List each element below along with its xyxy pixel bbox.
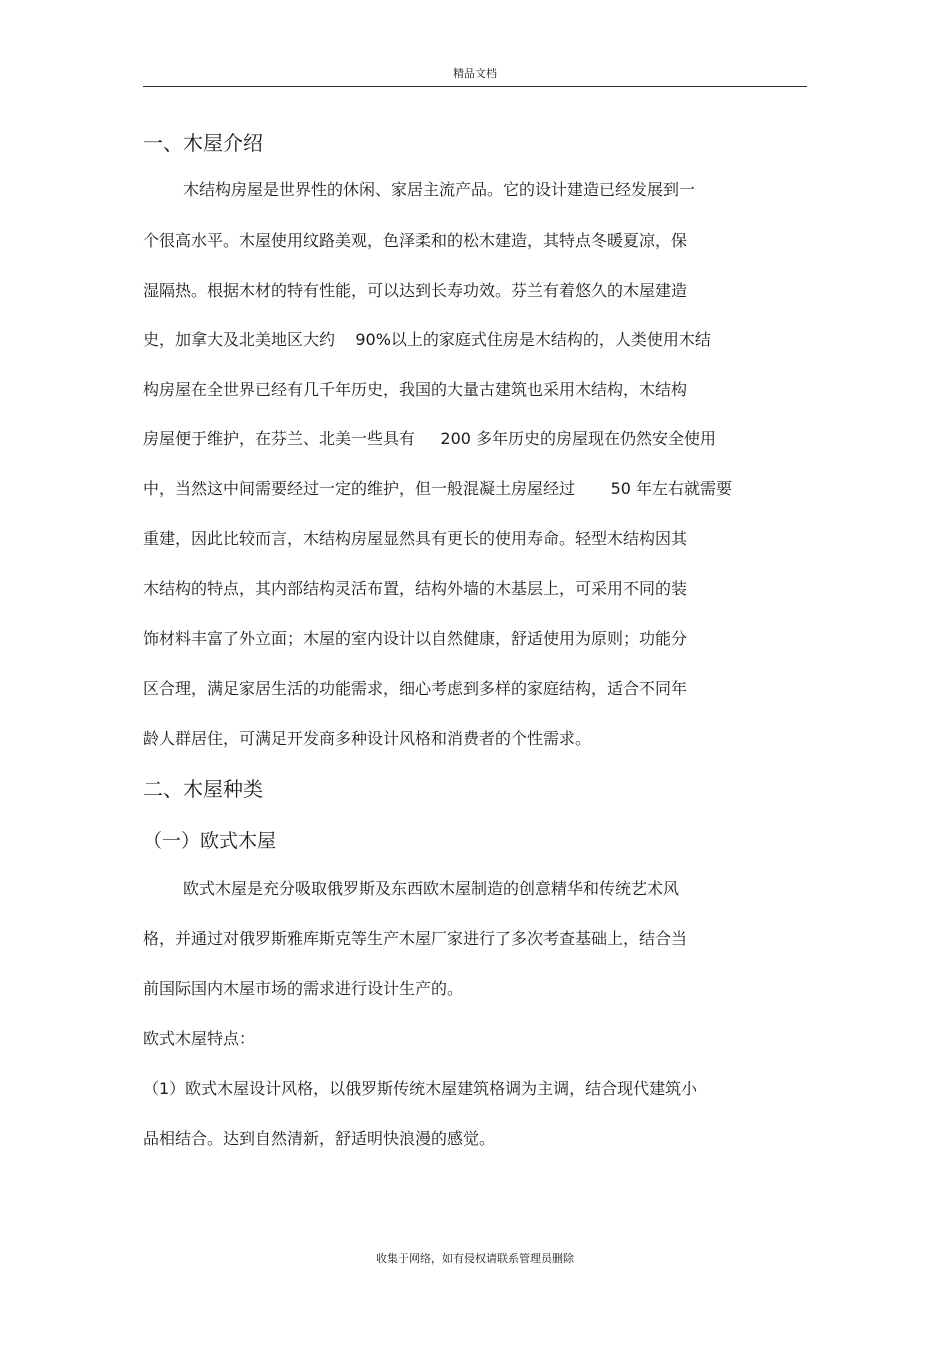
section-1-title: 一、木屋介绍 — [143, 131, 263, 155]
paragraph-line: 湿隔热。根据木材的特有性能，可以达到长寿功效。芬兰有着悠久的木屋建造 — [143, 281, 688, 300]
section-2-title: 二、木屋种类 — [143, 777, 263, 801]
paragraph-line: 前国际国内木屋市场的需求进行设计生产的。 — [143, 979, 464, 998]
features-label: 欧式木屋特点： — [143, 1029, 256, 1048]
page-footer: 收集于网络，如有侵权请联系管理员删除 — [376, 1252, 574, 1265]
paragraph-line: 房屋便于维护，在芬兰、北美一些具有 200 多年历史的房屋现在仍然安全使用 — [143, 429, 717, 448]
paragraph-line: 个很高水平。木屋使用纹路美观，色泽柔和的松木建造，其特点冬暖夏凉，保 — [143, 231, 688, 250]
paragraph-line: 格，并通过对俄罗斯雅库斯克等生产木屋厂家进行了多次考查基础上，结合当 — [143, 929, 688, 948]
header-divider — [143, 86, 807, 87]
paragraph-line: 区合理，满足家居生活的功能需求，细心考虑到多样的家庭结构，适合不同年 — [143, 679, 688, 698]
paragraph-line: 史，加拿大及北美地区大约 90%以上的家庭式住房是木结构的，人类使用木结 — [143, 330, 711, 349]
paragraph-line: 木结构房屋是世界性的休闲、家居主流产品。它的设计建造已经发展到一 — [183, 180, 696, 199]
paragraph-line: 饰材料丰富了外立面；木屋的室内设计以自然健康，舒适使用为原则；功能分 — [143, 629, 688, 648]
subsection-title: （一）欧式木屋 — [143, 830, 277, 852]
paragraph-line: 木结构的特点，其内部结构灵活布置，结构外墙的木基层上，可采用不同的装 — [143, 579, 688, 598]
paragraph-line: 欧式木屋是充分吸取俄罗斯及东西欧木屋制造的创意精华和传统艺术风 — [183, 879, 680, 898]
page-header: 精品文档 — [453, 67, 497, 80]
paragraph-line: 品相结合。达到自然清新，舒适明快浪漫的感觉。 — [143, 1129, 496, 1148]
paragraph-line: 中，当然这中间需要经过一定的维护，但一般混凝土房屋经过 50 年左右就需要 — [143, 479, 733, 498]
paragraph-line: 构房屋在全世界已经有几千年历史，我国的大量古建筑也采用木结构，木结构 — [143, 380, 688, 399]
paragraph-line: 龄人群居住，可满足开发商多种设计风格和消费者的个性需求。 — [143, 729, 592, 748]
paragraph-line: 重建，因此比较而言，木结构房屋显然具有更长的使用寿命。轻型木结构因其 — [143, 529, 688, 548]
feature-item-1: （1）欧式木屋设计风格，以俄罗斯传统木屋建筑格调为主调，结合现代建筑小 — [143, 1079, 698, 1098]
